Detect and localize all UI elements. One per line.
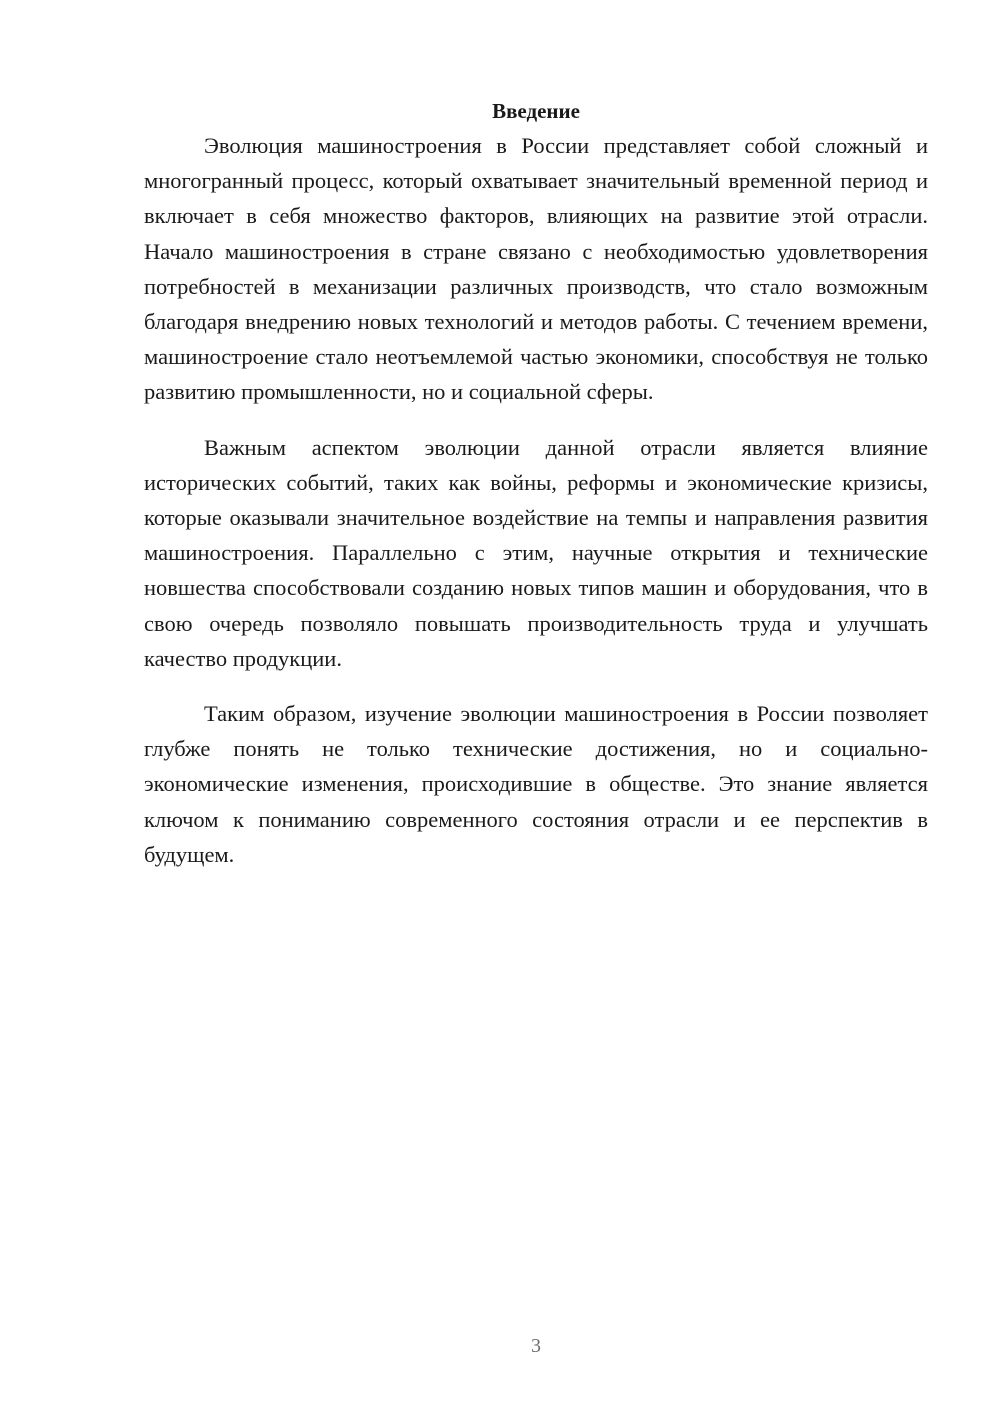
page-content [144,95,928,892]
paragraph-3: Таким образом, изучение эволюции машиностроения в России позволяет глубже понять не только технические достижения, но и социально-экономические изменения, происходившие в обществе. Это знание является ключом к пониманию современного состояния отрасли и ее перспектив в будущем. [144,701,928,867]
page-number: 3 [531,1335,541,1357]
section-heading: Введение [492,99,580,123]
paragraph-2: Важным аспектом эволюции данной отрасли является влияние исторических событий, таких как войны, реформы и экономические кризисы, которые оказывали значительное воздействие на темпы и направления развития машиностроения. Параллельно с этим, научные открытия и технические новшества способствовали созданию новых типов машин и оборудования, что в свою очередь позволяло повышать производительность труда и улучшать качество продукции. [144,434,928,671]
paragraph-1: Эволюция машиностроения в России представляет собой сложный и многогранный процесс, который охватывает значительный временной период и включает в себя множество факторов, влияющих на развитие этой отрасли. Начало машиностроения в стране связано с необходимостью удовлетворения потребностей в механизации различных производств, что стало возможным благодаря внедрению новых технологий и методов работы. С течением времени, машиностроение стало неотъемлемой частью экономики, способствуя не только развитию промышленности, но и социальной сферы. [144,133,928,405]
